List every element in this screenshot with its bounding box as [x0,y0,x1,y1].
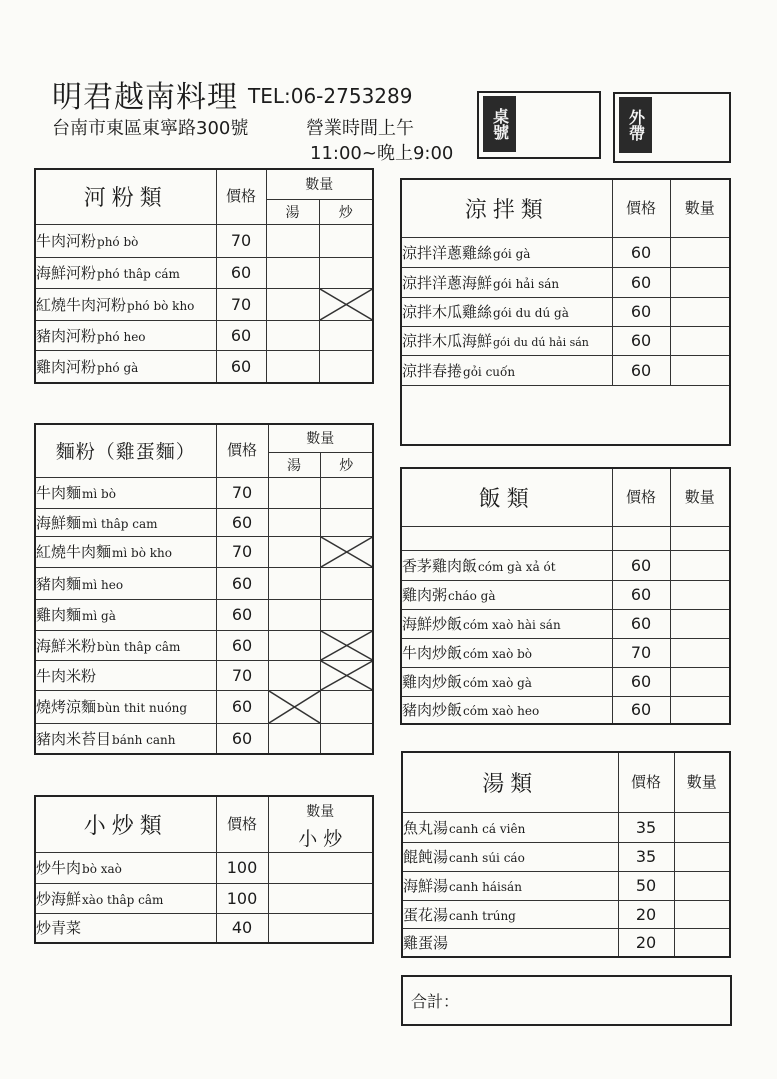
menu-row [401,550,730,580]
crossed-out-cell [320,536,373,567]
price-header: 價格 [612,179,670,237]
crossed-out-cell [320,660,373,690]
menu-row [35,599,373,630]
qty-cell-fried[interactable] [320,690,373,723]
hours-time: 11:00~晚上9:00 [310,143,454,164]
restaurant-name: 明君越南料理 [52,80,238,115]
item-name: 炒牛肉bò xaò [35,852,216,883]
qty-header: 數量 [268,796,373,824]
item-name: 豬肉米苔目bánh canh [35,723,216,754]
item-price: 60 [216,567,268,599]
item-name: 雞蛋湯 [402,928,618,957]
stirfry-title: 小炒類 [35,796,216,852]
item-name: 紅燒牛肉河粉phó bò kho [35,288,216,320]
qty-header: 數量 [670,179,730,237]
price-header: 價格 [216,169,266,224]
takeout-box[interactable] [613,92,731,163]
qty-cell[interactable] [670,696,730,724]
menu-row [35,288,373,320]
crossed-out-cell [320,630,373,660]
qty-cell[interactable] [674,871,730,900]
menu-row [402,812,730,842]
item-price: 60 [612,580,670,609]
crossed-out-cell [268,690,320,723]
qty-cell-soup[interactable] [268,508,320,536]
qty-cell[interactable] [268,913,373,943]
blank-row [401,385,730,445]
qty-cell[interactable] [268,883,373,913]
qty-cell[interactable] [670,638,730,667]
qty-cell-soup[interactable] [268,477,320,508]
menu-row [35,536,373,567]
item-name: 炒青菜 [35,913,216,943]
table-number-label: 桌號 [490,108,510,140]
qty-cell[interactable] [674,900,730,928]
item-name: 炒海鮮xào thâp câm [35,883,216,913]
item-price: 70 [216,288,266,320]
qty-cell-soup[interactable] [266,320,319,350]
menu-row [35,224,373,257]
crossed-out-cell [319,288,373,320]
qty-cell[interactable] [670,237,730,267]
menu-row [401,609,730,638]
item-name: 海鮮麵mì thâp cam [35,508,216,536]
rice-table [400,467,731,725]
menu-row [35,508,373,536]
item-name: 涼拌洋蔥雞絲gói gà [401,237,612,267]
noodles-table [34,423,374,755]
menu-row [401,326,730,355]
item-name: 牛肉麵mì bò [35,477,216,508]
item-name: 魚丸湯canh cá viên [402,812,618,842]
item-name: 香茅雞肉飯cóm gà xả ót [401,550,612,580]
soup-header: 湯 [268,452,320,477]
qty-cell-soup[interactable] [266,224,319,257]
qty-cell-soup[interactable] [266,257,319,288]
menu-row [35,320,373,350]
qty-cell[interactable] [674,928,730,957]
fried-header: 炒 [319,199,373,224]
price-header: 價格 [612,468,670,526]
menu-row [401,267,730,297]
item-name: 海鮮炒飯cóm xaò hài sán [401,609,612,638]
item-name: 燒烤涼麵bùn thit nuóng [35,690,216,723]
salad-table [400,178,731,446]
qty-cell-soup[interactable] [268,567,320,599]
qty-cell-fried[interactable] [320,508,373,536]
item-price: 60 [216,599,268,630]
menu-row [35,690,373,723]
item-price: 60 [216,723,268,754]
item-price: 60 [216,257,266,288]
qty-cell-soup[interactable] [266,350,319,383]
menu-row [35,477,373,508]
qty-cell[interactable] [670,580,730,609]
qty-cell-soup[interactable] [268,599,320,630]
menu-row [401,696,730,724]
item-price: 20 [618,928,674,957]
qty-cell-fried[interactable] [319,350,373,383]
item-price: 40 [216,913,268,943]
menu-row [35,660,373,690]
qty-header: 數量 [670,468,730,526]
price-header: 價格 [216,796,268,852]
item-price: 60 [612,297,670,326]
menu-row [401,667,730,696]
qty-cell[interactable] [674,812,730,842]
menu-row [401,237,730,267]
item-name: 雞肉河粉phó gà [35,350,216,383]
item-price: 100 [216,852,268,883]
item-price: 60 [216,320,266,350]
item-price: 100 [216,883,268,913]
item-price: 70 [216,536,268,567]
item-name: 紅燒牛肉麵mì bò kho [35,536,216,567]
item-price: 70 [612,638,670,667]
small-fry-header: 小 炒 [268,824,373,852]
soup-header: 湯 [266,199,319,224]
qty-cell[interactable] [670,355,730,385]
qty-cell-soup[interactable] [268,660,320,690]
qty-cell[interactable] [670,550,730,580]
stirfry-table [34,795,374,944]
item-name: 牛肉河粉phó bò [35,224,216,257]
menu-row [402,871,730,900]
qty-cell-fried[interactable] [320,599,373,630]
soup-title: 湯類 [402,752,618,812]
item-name: 海鮮湯canh háisán [402,871,618,900]
item-name: 豬肉炒飯cóm xaò heo [401,696,612,724]
qty-cell[interactable] [268,852,373,883]
table-number-tag [483,96,516,152]
qty-header: 數量 [266,169,373,199]
qty-cell[interactable] [670,326,730,355]
item-price: 70 [216,224,266,257]
item-price: 35 [618,842,674,871]
qty-cell-soup[interactable] [268,536,320,567]
menu-row [401,297,730,326]
pho-title: 河粉類 [35,169,216,224]
address: 台南市東區東寧路300號 [52,118,249,139]
qty-cell[interactable] [674,842,730,871]
qty-cell-fried[interactable] [320,567,373,599]
table-number-box[interactable] [477,91,601,159]
pho-table [34,168,374,384]
menu-row [35,723,373,754]
item-name: 海鮮米粉bùn thâp câm [35,630,216,660]
soup-table [401,751,731,958]
hours-label: 營業時間上午 [306,118,414,139]
noodles-title: 麵粉（雞蛋麵） [35,424,216,477]
item-name: 牛肉炒飯cóm xaò bò [401,638,612,667]
item-price: 60 [216,508,268,536]
item-price: 35 [618,812,674,842]
menu-row [35,852,373,883]
item-price: 60 [612,355,670,385]
price-header: 價格 [216,424,268,477]
item-price: 60 [612,696,670,724]
item-name: 涼拌木瓜雞絲gói du dú gà [401,297,612,326]
menu-row [402,842,730,871]
qty-cell-fried[interactable] [320,723,373,754]
qty-cell[interactable] [670,667,730,696]
salad-title: 涼拌類 [401,179,612,237]
item-price: 60 [216,350,266,383]
qty-cell[interactable] [670,297,730,326]
menu-row [35,913,373,943]
item-name: 豬肉麵mì heo [35,567,216,599]
item-price: 60 [216,690,268,723]
item-price: 60 [612,550,670,580]
item-price: 60 [612,667,670,696]
menu-row [35,567,373,599]
item-name: 涼拌春捲gỏi cuốn [401,355,612,385]
qty-cell-fried[interactable] [319,224,373,257]
takeout-tag [619,97,652,153]
item-price: 60 [612,326,670,355]
total-label: 合計： [411,992,460,1011]
item-price: 60 [612,267,670,297]
item-price: 70 [216,477,268,508]
item-name: 雞肉粥cháo gà [401,580,612,609]
item-price: 20 [618,900,674,928]
menu-row [401,580,730,609]
qty-cell-soup[interactable] [268,723,320,754]
qty-cell-fried[interactable] [319,257,373,288]
item-name: 涼拌洋蔥海鮮gói hải sán [401,267,612,297]
menu-row [35,630,373,660]
item-price: 60 [216,630,268,660]
menu-row [35,257,373,288]
phone-number: TEL:06-2753289 [248,84,413,108]
item-price: 60 [612,609,670,638]
qty-cell-fried[interactable] [319,320,373,350]
fried-header: 炒 [320,452,373,477]
item-name: 涼拌木瓜海鮮gói du dú hải sán [401,326,612,355]
menu-row [402,928,730,957]
item-name: 豬肉河粉phó heo [35,320,216,350]
item-name: 雞肉炒飯cóm xaò gà [401,667,612,696]
menu-row [35,883,373,913]
menu-row [35,350,373,383]
item-name: 蛋花湯canh trúng [402,900,618,928]
item-price: 70 [216,660,268,690]
menu-row [401,638,730,667]
item-name: 餛飩湯canh súi cáo [402,842,618,871]
item-name: 雞肉麵mì gà [35,599,216,630]
qty-header: 數量 [674,752,730,812]
price-header: 價格 [618,752,674,812]
item-price: 50 [618,871,674,900]
qty-header: 數量 [268,424,373,452]
menu-row [402,900,730,928]
item-name: 海鮮河粉phó thâp cám [35,257,216,288]
qty-cell[interactable] [670,267,730,297]
menu-row [401,355,730,385]
total-box[interactable] [401,975,732,1026]
rice-title: 飯類 [401,468,612,526]
takeout-label: 外帶 [626,109,646,141]
blank-row [401,526,730,550]
qty-cell[interactable] [670,609,730,638]
qty-cell-fried[interactable] [320,477,373,508]
qty-cell-soup[interactable] [268,630,320,660]
qty-cell-soup[interactable] [266,288,319,320]
item-price: 60 [612,237,670,267]
item-name: 牛肉米粉 [35,660,216,690]
